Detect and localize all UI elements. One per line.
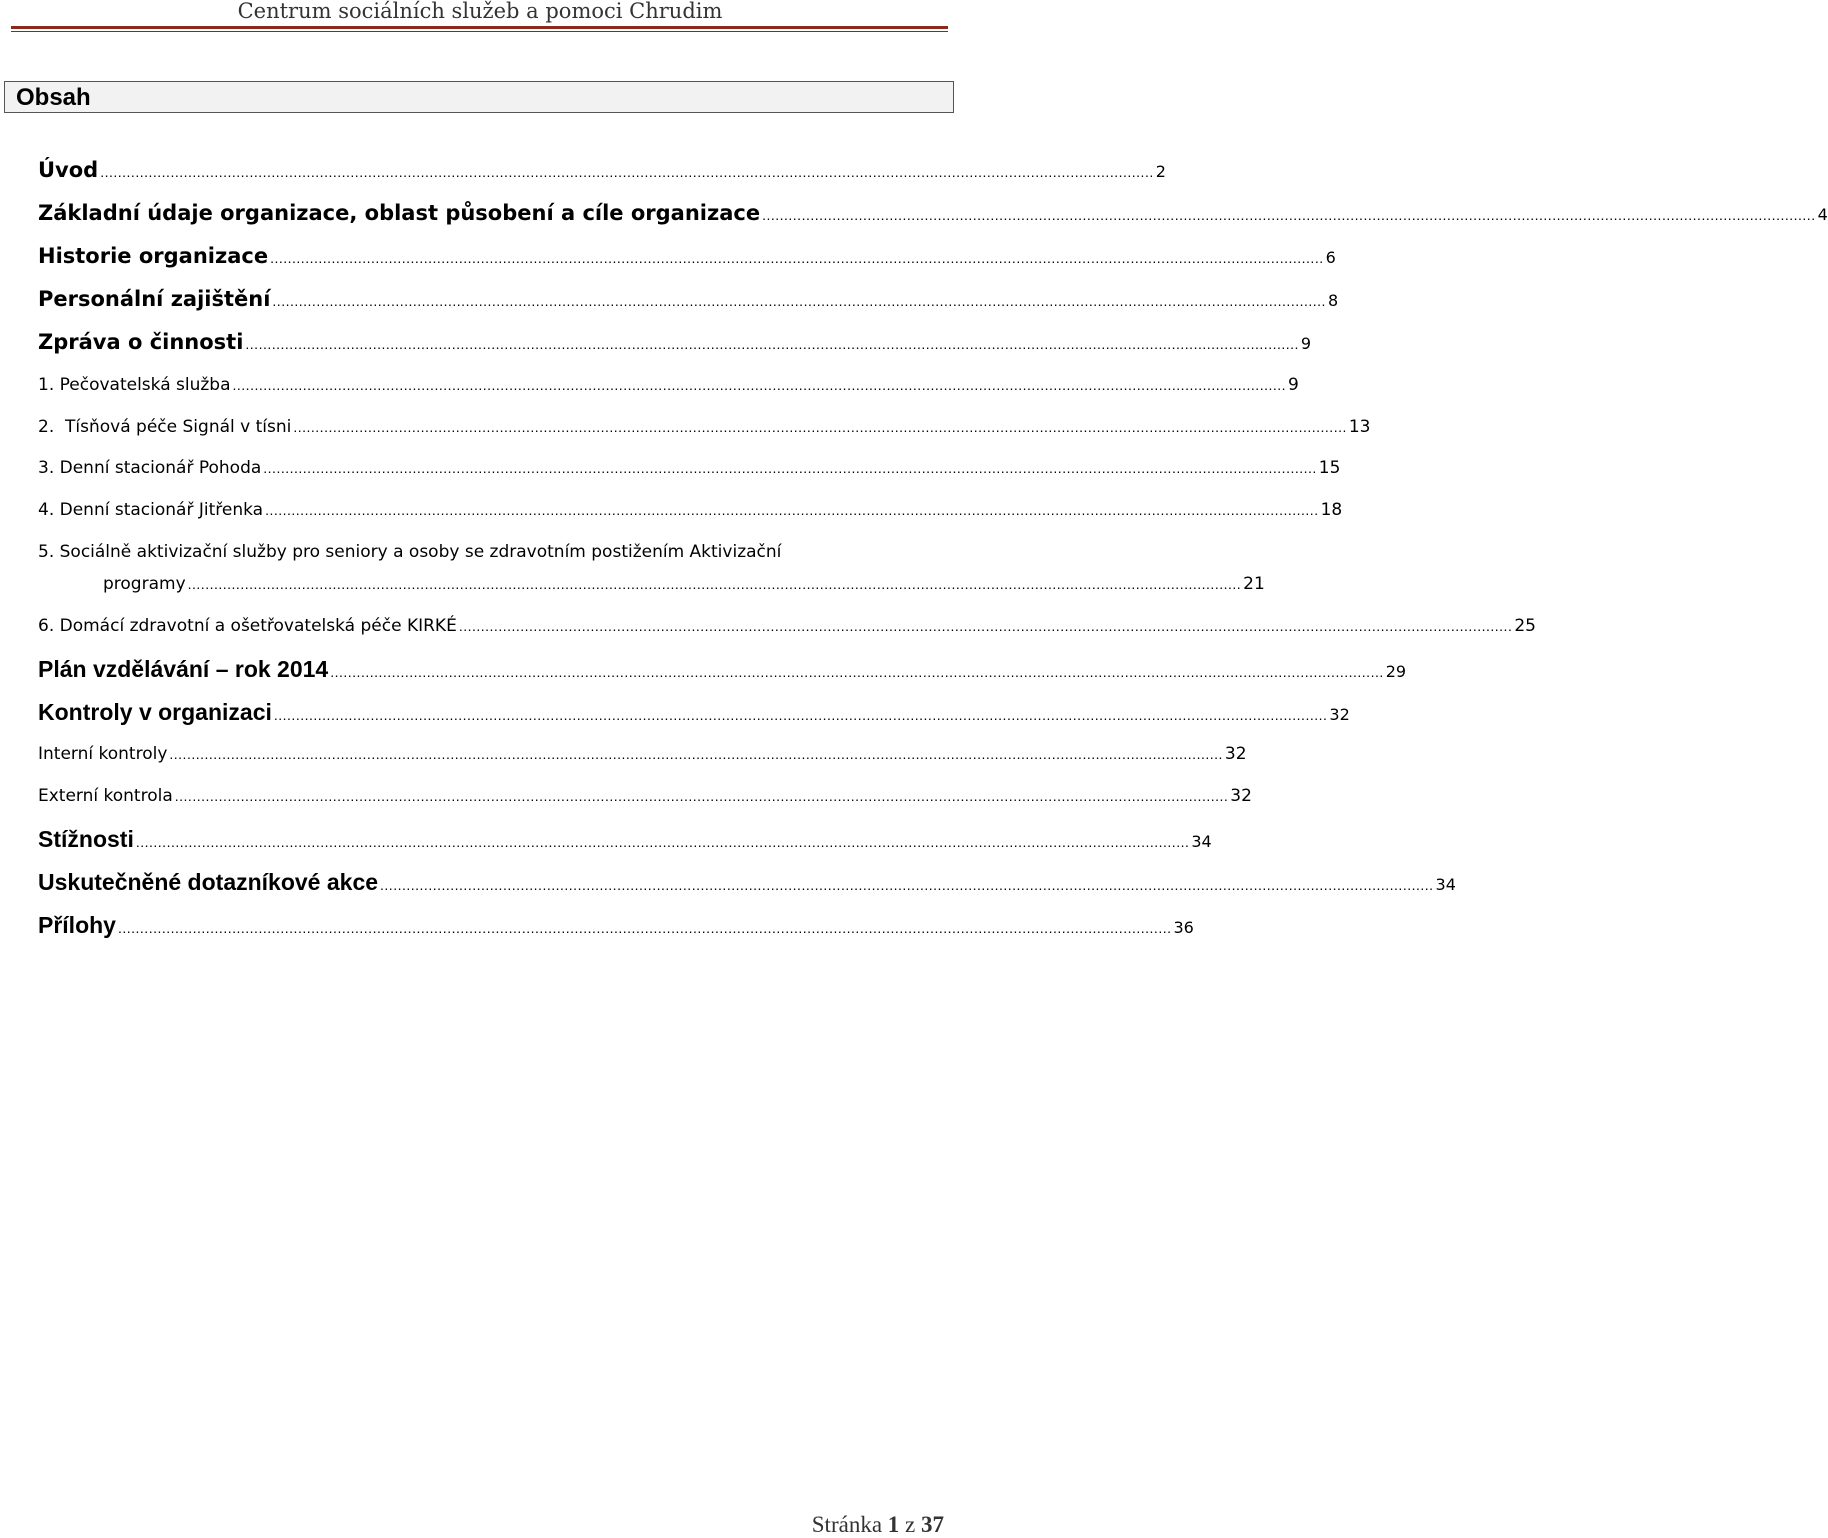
toc-entry-label: 1. Pečovatelská služba: [38, 375, 231, 395]
toc-entry-page: 29: [1385, 662, 1407, 681]
toc-entry-page: 6: [1325, 248, 1336, 267]
header-rule-thin: [11, 31, 948, 32]
toc-entry-page: 8: [1327, 291, 1339, 310]
toc-entry-zprava[interactable]: [38, 330, 1312, 354]
footer-prefix: Stránka: [811, 1512, 883, 1537]
toc-entry-page: 25: [1514, 616, 1536, 636]
toc-entry-page: 15: [1318, 458, 1341, 478]
toc-entry-label: 6. Domácí zdravotní a ošetřovatelská péče KIRKÉ: [38, 616, 457, 636]
toc-entry-historie[interactable]: [38, 244, 1336, 268]
toc-entry-page: 32: [1224, 744, 1247, 764]
page-header: [0, 0, 960, 34]
toc-entry-label: Zpráva o činnosti: [38, 330, 244, 354]
toc-entry-zakladni-udaje[interactable]: [38, 201, 1828, 225]
toc-entry-label: Historie organizace: [38, 244, 269, 268]
toc-entry-uvod[interactable]: [38, 158, 1166, 182]
toc-entry-label: Přílohy: [38, 912, 116, 938]
toc-entry-pohoda[interactable]: [38, 458, 1341, 478]
toc-entry-stiznosti[interactable]: [38, 826, 1212, 853]
toc-leader-dots: ................................................................................................................................................................................................................................................: [174, 788, 1229, 804]
toc-entry-label: Úvod: [38, 158, 99, 182]
toc-leader-dots: ................................................................................................................................................................................................................................................: [762, 207, 1816, 223]
footer-separator: z: [905, 1512, 916, 1537]
toc-entry-page: 21: [1243, 574, 1265, 594]
toc-leader-dots: ................................................................................................................................................................................................................................................: [330, 664, 1384, 680]
page-footer: [812, 1512, 944, 1538]
toc-leader-dots: ................................................................................................................................................................................................................................................: [293, 419, 1347, 435]
toc-entry-externi[interactable]: [38, 786, 1252, 806]
toc-entry-tisnova[interactable]: [38, 417, 1371, 437]
toc-entry-kontroly[interactable]: [38, 699, 1350, 726]
toc-entry-label: Kontroly v organizaci: [38, 699, 272, 725]
toc-entry-label: Personální zajištění: [38, 287, 271, 311]
toc-entry-interni[interactable]: [38, 744, 1247, 764]
toc-entry-page: 18: [1320, 500, 1343, 520]
toc-leader-dots: ................................................................................................................................................................................................................................................: [232, 377, 1287, 393]
toc-leader-dots: ................................................................................................................................................................................................................................................: [117, 920, 1172, 936]
header-rule-thick: [11, 26, 948, 29]
toc-leader-dots: ................................................................................................................................................................................................................................................: [263, 460, 1317, 476]
toc-entry-page: 9: [1300, 334, 1312, 353]
toc-entry-label: Plán vzdělávání – rok 2014: [38, 656, 329, 682]
toc-entry-page: 34: [1435, 875, 1456, 894]
toc-entry-label: 3. Denní stacionář Pohoda: [38, 458, 262, 478]
toc-entry-label: Externí kontrola: [38, 786, 173, 806]
toc-leader-dots: ................................................................................................................................................................................................................................................: [272, 293, 1326, 309]
toc-leader-dots: ................................................................................................................................................................................................................................................: [380, 877, 1434, 893]
toc-entry-page: 32: [1230, 786, 1252, 806]
toc-entry-aktivizacni[interactable]: [38, 574, 1265, 594]
toc-entry-label: Interní kontroly: [38, 744, 168, 764]
toc-entry-label: Základní údaje organizace, oblast působení a cíle organizace: [38, 201, 761, 225]
toc-entry-pecovatelska[interactable]: [38, 375, 1299, 395]
toc-entry-label: Stížnosti: [38, 826, 134, 852]
toc-entry-kirke[interactable]: [38, 616, 1536, 636]
toc-entry-page: 2: [1155, 162, 1166, 181]
toc-entry-personalni[interactable]: [38, 287, 1339, 311]
toc-leader-dots: ................................................................................................................................................................................................................................................: [169, 746, 1223, 762]
toc-entry-prilohy[interactable]: [38, 912, 1194, 939]
toc-entry-jitrenka[interactable]: [38, 500, 1343, 520]
toc-leader-dots: ................................................................................................................................................................................................................................................: [270, 250, 1324, 266]
footer-total-pages: 37: [921, 1512, 944, 1537]
toc-leader-dots: ................................................................................................................................................................................................................................................: [245, 336, 1299, 352]
toc-leader-dots: ................................................................................................................................................................................................................................................: [135, 834, 1190, 850]
toc-entry-dotaznikove[interactable]: [38, 869, 1456, 896]
toc-heading: Obsah: [16, 84, 91, 111]
toc-entry-plan[interactable]: [38, 656, 1407, 683]
toc-heading-box: [4, 81, 954, 113]
toc-entry-page: 34: [1191, 832, 1212, 851]
toc-leader-dots: ................................................................................................................................................................................................................................................: [187, 576, 1242, 592]
toc-leader-dots: ................................................................................................................................................................................................................................................: [458, 618, 1513, 634]
toc-entry-page: 32: [1329, 705, 1350, 724]
toc-leader-dots: ................................................................................................................................................................................................................................................: [265, 502, 1319, 518]
footer-current-page: 1: [887, 1512, 900, 1537]
toc-entry-aktivizacni-line1[interactable]: 5. Sociálně aktivizační služby pro seniory a osoby se zdravotním postižením Aktivizační: [38, 542, 782, 562]
toc-entry-label: 4. Denní stacionář Jitřenka: [38, 500, 264, 520]
toc-entry-label: 2. Tísňová péče Signál v tísni: [38, 417, 292, 437]
toc-entry-page: 4: [1817, 205, 1828, 224]
toc-entry-page: 36: [1173, 918, 1194, 937]
toc-entry-label: programy: [103, 574, 186, 594]
toc-entry-page: 13: [1348, 417, 1371, 437]
header-title: Centrum sociálních služeb a pomoci Chrudim: [237, 0, 723, 23]
toc-entry-label: Uskutečněné dotazníkové akce: [38, 869, 379, 895]
toc-leader-dots: ................................................................................................................................................................................................................................................: [100, 164, 1154, 180]
toc-leader-dots: ................................................................................................................................................................................................................................................: [273, 707, 1328, 723]
toc-entry-page: 9: [1288, 375, 1299, 395]
